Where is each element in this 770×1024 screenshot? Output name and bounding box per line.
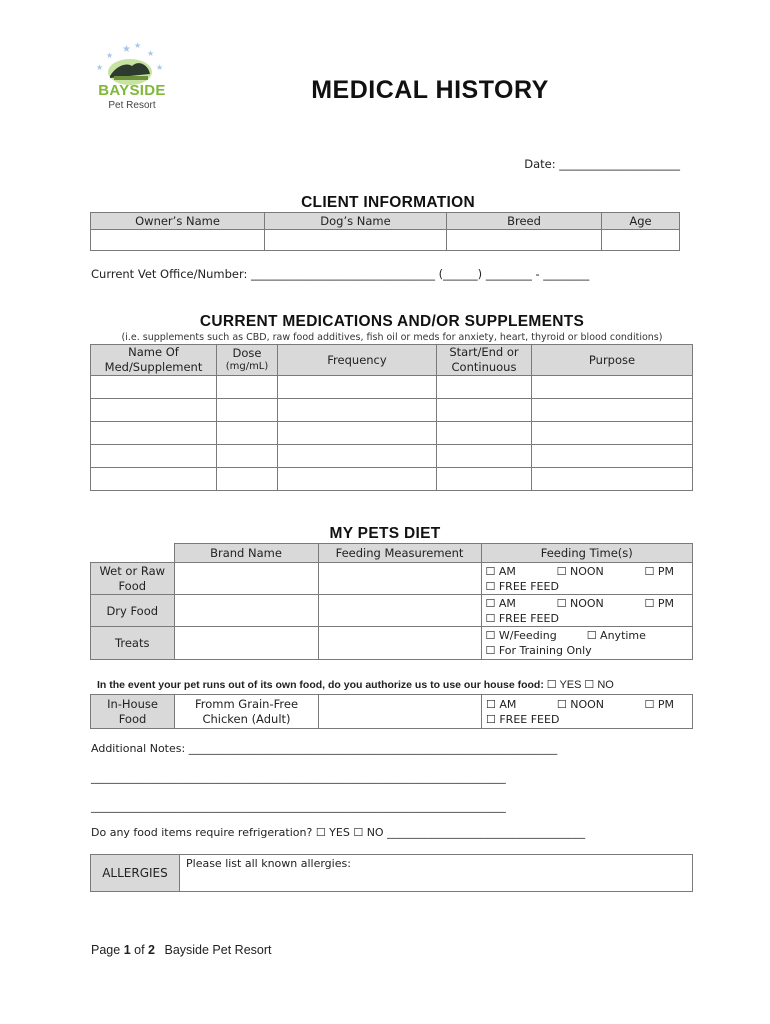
table-row[interactable] <box>91 468 693 491</box>
svg-text:★: ★ <box>122 44 131 55</box>
footer-page-total: 2 <box>148 943 155 957</box>
medications-subtitle: (i.e. supplements such as CBD, raw food additives, fish oil or meds for anxiety, heart, thyroid or blood conditions) <box>121 332 663 343</box>
diet-table <box>90 543 693 660</box>
treats-measurement-input[interactable] <box>318 627 481 660</box>
treats-training-checkbox[interactable]: ☐ For Training Only <box>485 644 592 657</box>
allergies-table <box>90 854 693 892</box>
dose-header <box>217 345 278 376</box>
footer-page-number: 1 <box>123 943 131 957</box>
svg-text:★: ★ <box>106 51 114 60</box>
house-food-question: In the event your pet runs out of its own food, do you authorize us to use our house food: <box>97 679 544 691</box>
treats-brand-input[interactable] <box>174 627 318 660</box>
vet-office-field[interactable]: Current Vet Office/Number: ________________________________ (______) ________ - ________ <box>91 267 590 281</box>
house-food-yes-checkbox[interactable]: ☐ YES <box>546 679 582 691</box>
table-row[interactable] <box>91 399 693 422</box>
svg-text:★: ★ <box>134 41 142 50</box>
additional-notes-field[interactable]: Additional Notes: ___________________________________________________________________ <box>91 742 558 755</box>
svg-text:★: ★ <box>147 49 155 58</box>
in-house-free-feed-checkbox[interactable]: ☐ FREE FEED <box>486 712 560 726</box>
wet-noon-checkbox[interactable]: ☐ NOON <box>556 564 604 578</box>
house-food-authorization <box>97 678 614 691</box>
breed-header: Breed <box>447 213 602 230</box>
purpose-header: Purpose <box>532 345 693 376</box>
additional-notes-line-2[interactable]: _______________________________________________________________________________ <box>91 772 506 784</box>
age-header: Age <box>602 213 680 230</box>
dry-am-checkbox[interactable]: ☐ AM <box>485 596 516 610</box>
owner-name-header: Owner’s Name <box>91 213 265 230</box>
in-house-food-table <box>90 694 693 729</box>
allergies-label: ALLERGIES <box>91 855 180 892</box>
wet-free-feed-checkbox[interactable]: ☐ FREE FEED <box>485 579 559 593</box>
treats-anytime-checkbox[interactable]: ☐ Anytime <box>586 629 646 642</box>
age-input[interactable] <box>602 230 680 251</box>
dry-food-measurement-input[interactable] <box>318 595 481 627</box>
svg-text:★: ★ <box>156 63 164 72</box>
page-title: MEDICAL HISTORY <box>311 76 549 104</box>
client-info-table <box>90 212 680 251</box>
med-name-header: Name Of Med/Supplement <box>91 345 217 376</box>
svg-text:★: ★ <box>96 63 104 72</box>
start-end-header: Start/End or Continuous <box>437 345 532 376</box>
in-house-food-label: In-House Food <box>91 695 175 729</box>
medications-table <box>90 344 693 491</box>
brand-name-header: Brand Name <box>174 544 318 563</box>
dry-free-feed-checkbox[interactable]: ☐ FREE FEED <box>485 611 559 625</box>
refrigeration-question[interactable]: Do any food items require refrigeration? ☐ YES ☐ NO ____________________________________ <box>91 826 586 839</box>
logo-text-bayside: BAYSIDE <box>98 82 166 99</box>
in-house-pm-checkbox[interactable]: ☐ PM <box>644 697 674 711</box>
dry-food-brand-input[interactable] <box>174 595 318 627</box>
treats-with-feeding-checkbox[interactable]: ☐ W/Feeding <box>485 629 557 642</box>
page-footer <box>91 943 271 957</box>
medications-title: CURRENT MEDICATIONS AND/OR SUPPLEMENTS <box>199 313 585 330</box>
dry-noon-checkbox[interactable]: ☐ NOON <box>556 596 604 610</box>
logo-text-pet-resort: Pet Resort <box>108 100 156 111</box>
in-house-am-checkbox[interactable]: ☐ AM <box>486 697 517 711</box>
allergies-prompt: Please list all known allergies: <box>186 857 351 870</box>
client-info-title: CLIENT INFORMATION <box>301 194 475 211</box>
feeding-measurement-header: Feeding Measurement <box>318 544 481 563</box>
dose-units-label: (mg/mL) <box>225 361 269 372</box>
dry-food-label: Dry Food <box>91 595 175 627</box>
wet-am-checkbox[interactable]: ☐ AM <box>485 564 516 578</box>
house-food-no-checkbox[interactable]: ☐ NO <box>584 679 614 691</box>
in-house-brand: Fromm Grain-Free Chicken (Adult) <box>175 695 319 729</box>
footer-of-word: of <box>134 943 145 957</box>
dog-name-header: Dog’s Name <box>265 213 447 230</box>
table-row[interactable] <box>91 445 693 468</box>
additional-notes-line-3[interactable]: _______________________________________________________________________________ <box>91 801 506 813</box>
feeding-times-header: Feeding Time(s) <box>481 544 693 563</box>
wet-pm-checkbox[interactable]: ☐ PM <box>644 564 674 578</box>
frequency-header: Frequency <box>278 345 437 376</box>
table-row[interactable] <box>91 422 693 445</box>
wet-food-measurement-input[interactable] <box>318 563 481 595</box>
footer-page-word: Page <box>91 943 121 957</box>
breed-input[interactable] <box>447 230 602 251</box>
allergies-input[interactable] <box>180 855 693 892</box>
wet-raw-food-label: Wet or Raw Food <box>91 563 175 595</box>
date-field[interactable]: Date: _____________________ <box>524 157 680 171</box>
dry-pm-checkbox[interactable]: ☐ PM <box>644 596 674 610</box>
table-row[interactable] <box>91 376 693 399</box>
in-house-measurement-input[interactable] <box>319 695 482 729</box>
footer-org: Bayside Pet Resort <box>164 943 272 957</box>
treats-label: Treats <box>91 627 175 660</box>
in-house-noon-checkbox[interactable]: ☐ NOON <box>556 697 605 711</box>
diet-title: MY PETS DIET <box>329 525 441 542</box>
owner-name-input[interactable] <box>91 230 265 251</box>
wet-food-brand-input[interactable] <box>174 563 318 595</box>
dog-name-input[interactable] <box>265 230 447 251</box>
dose-header-label: Dose <box>232 346 262 360</box>
